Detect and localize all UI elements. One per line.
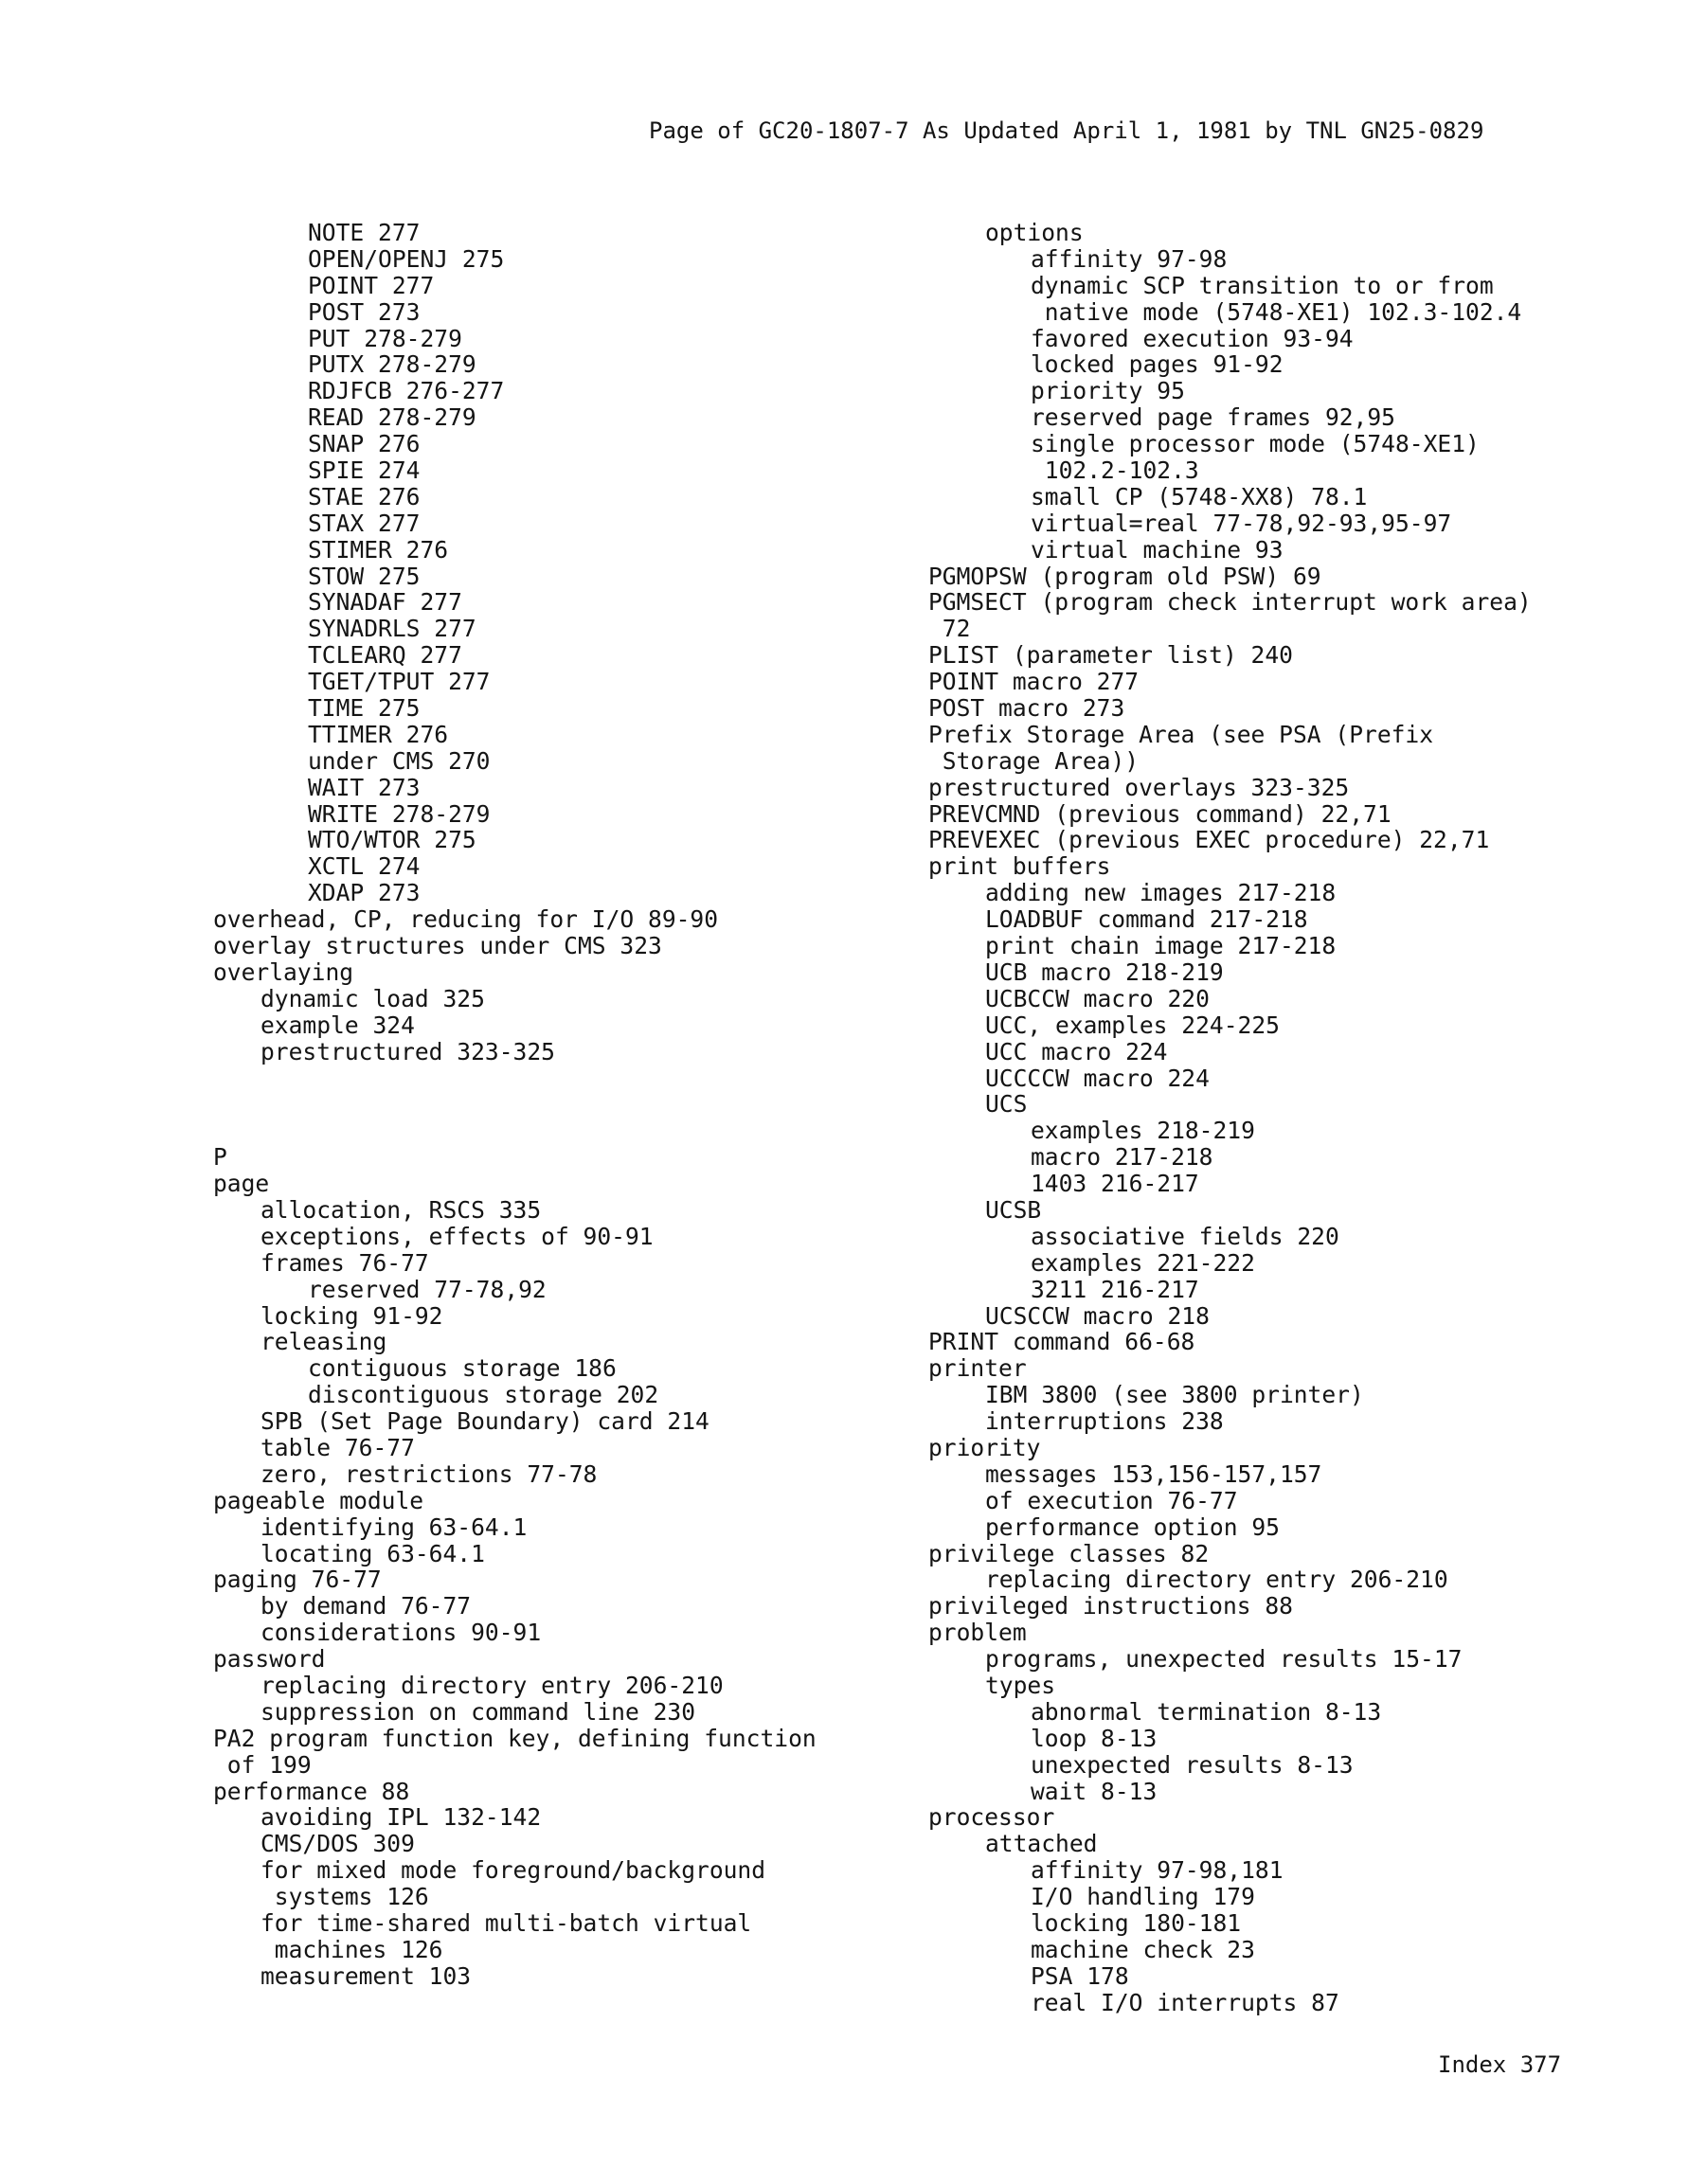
index-entry: machines 126	[260, 1935, 443, 1963]
index-entry: 1403 216-217	[1031, 1170, 1199, 1198]
index-entry: UCB macro 218-219	[985, 958, 1224, 986]
index-entry: TCLEARQ 277	[308, 641, 462, 670]
index-entry: SYNADAF 277	[308, 588, 462, 617]
index-entry: programs, unexpected results 15-17	[985, 1645, 1463, 1674]
index-entry: UCCCCW macro 224	[985, 1064, 1210, 1092]
index-entry: Storage Area))	[928, 746, 1140, 775]
page-footer: Index 377	[1438, 2051, 1562, 2078]
index-entry: replacing directory entry 206-210	[260, 1671, 724, 1699]
index-entry: dynamic SCP transition to or from	[1031, 271, 1494, 299]
index-entry: SPIE 274	[308, 456, 421, 485]
index-entry: messages 153,156-157,157	[985, 1459, 1322, 1488]
index-entry: P	[213, 1143, 227, 1172]
index-entry: prestructured overlays 323-325	[928, 773, 1350, 801]
index-entry: WRITE 278-279	[308, 799, 491, 828]
index-entry: page	[213, 1170, 270, 1198]
index-entry: under CMS 270	[308, 746, 491, 775]
index-entry: 72	[928, 615, 971, 643]
index-entry: UCBCCW macro 220	[985, 984, 1210, 1012]
index-entry: WAIT 273	[308, 773, 421, 801]
index-entry: PRINT command 66-68	[928, 1328, 1195, 1356]
index-column-right	[928, 220, 1629, 2016]
index-entry: privileged instructions 88	[928, 1592, 1293, 1620]
index-entry: macro 217-218	[1031, 1143, 1213, 1172]
index-entry: SPB (Set Page Boundary) card 214	[260, 1407, 709, 1436]
index-entry: loop 8-13	[1031, 1724, 1158, 1752]
index-entry: reserved 77-78,92	[308, 1275, 547, 1303]
index-column-left	[213, 220, 933, 1990]
index-entry: Prefix Storage Area (see PSA (Prefix	[928, 720, 1434, 748]
index-entry: measurement 103	[260, 1961, 472, 1990]
index-entry: associative fields 220	[1031, 1222, 1339, 1250]
index-entry: discontiguous storage 202	[308, 1381, 659, 1409]
index-entry: PREVCMND (previous command) 22,71	[928, 799, 1392, 828]
index-entry: processor	[928, 1803, 1055, 1832]
index-entry: TTIMER 276	[308, 720, 449, 748]
index-entry: PREVEXEC (previous EXEC procedure) 22,71	[928, 826, 1490, 854]
index-entry: STIMER 276	[308, 535, 449, 564]
index-entry: considerations 90-91	[260, 1619, 542, 1647]
index-entry: locating 63-64.1	[260, 1539, 485, 1567]
index-entry: allocation, RSCS 335	[260, 1195, 542, 1224]
index-entry: printer	[928, 1354, 1027, 1383]
index-entry: SNAP 276	[308, 430, 421, 458]
index-entry: STAE 276	[308, 482, 421, 510]
index-entry: priority	[928, 1433, 1041, 1461]
index-entry: WTO/WTOR 275	[308, 826, 476, 854]
index-entry: virtual=real 77-78,92-93,95-97	[1031, 509, 1452, 537]
index-entry: frames 76-77	[260, 1248, 429, 1277]
index-entry: UCC, examples 224-225	[985, 1011, 1280, 1039]
index-entry: PA2 program function key, defining function	[213, 1724, 817, 1752]
index-entry: PLIST (parameter list) 240	[928, 641, 1293, 670]
index-entry: machine check 23	[1031, 1935, 1255, 1963]
index-entry: identifying 63-64.1	[260, 1513, 528, 1541]
index-entry: performance option 95	[985, 1513, 1280, 1541]
index-entry: adding new images 217-218	[985, 879, 1337, 907]
index-entry: favored execution 93-94	[1031, 324, 1354, 352]
index-entry: I/O handling 179	[1031, 1883, 1255, 1911]
index-entry: XDAP 273	[308, 879, 421, 907]
index-entry: example 324	[260, 1011, 415, 1039]
index-entry: single processor mode (5748-XE1)	[1031, 430, 1480, 458]
index-entry: RDJFCB 276-277	[308, 377, 505, 405]
index-entry: IBM 3800 (see 3800 printer)	[985, 1381, 1364, 1409]
index-entry: UCS	[985, 1090, 1028, 1119]
index-entry: suppression on command line 230	[260, 1697, 696, 1726]
index-entry: UCSB	[985, 1195, 1042, 1224]
index-entry: contiguous storage 186	[308, 1354, 617, 1383]
index-entry: by demand 76-77	[260, 1592, 472, 1620]
page-header: Page of GC20-1807-7 As Updated April 1, 1981 by TNL GN25-0829	[649, 117, 1484, 144]
index-entry: pageable module	[213, 1486, 424, 1514]
index-entry: prestructured 323-325	[260, 1037, 555, 1065]
index-entry: locking 91-92	[260, 1301, 443, 1330]
index-entry: problem	[928, 1619, 1027, 1647]
index-entry: overlay structures under CMS 323	[213, 932, 662, 960]
index-entry: replacing directory entry 206-210	[985, 1566, 1448, 1594]
index-entry: of execution 76-77	[985, 1486, 1238, 1514]
index-entry: TIME 275	[308, 694, 421, 723]
index-entry: POINT 277	[308, 271, 435, 299]
index-entry: PUTX 278-279	[308, 350, 476, 379]
index-entry: priority 95	[1031, 377, 1185, 405]
index-entry: abnormal termination 8-13	[1031, 1697, 1382, 1726]
index-entry: affinity 97-98	[1031, 244, 1228, 273]
index-entry: avoiding IPL 132-142	[260, 1803, 542, 1832]
index-entry: print chain image 217-218	[985, 932, 1337, 960]
index-entry: affinity 97-98,181	[1031, 1856, 1284, 1885]
index-entry: unexpected results 8-13	[1031, 1750, 1354, 1779]
index-entry: SYNADRLS 277	[308, 615, 476, 643]
index-entry: examples 221-222	[1031, 1248, 1255, 1277]
index-entry: OPEN/OPENJ 275	[308, 244, 505, 273]
index-entry: POINT macro 277	[928, 668, 1140, 696]
index-entry: native mode (5748-XE1) 102.3-102.4	[1031, 297, 1522, 326]
index-entry: table 76-77	[260, 1433, 415, 1461]
index-entry: STOW 275	[308, 562, 421, 590]
index-entry: LOADBUF command 217-218	[985, 905, 1308, 934]
index-entry: dynamic load 325	[260, 984, 485, 1012]
index-entry: CMS/DOS 309	[260, 1830, 415, 1858]
index-entry: UCSCCW macro 218	[985, 1301, 1210, 1330]
index-entry: 3211 216-217	[1031, 1275, 1199, 1303]
index-entry: paging 76-77	[213, 1566, 382, 1594]
index-entry: virtual machine 93	[1031, 535, 1284, 564]
index-entry: PGMOPSW (program old PSW) 69	[928, 562, 1321, 590]
index-entry: overhead, CP, reducing for I/O 89-90	[213, 905, 719, 934]
index-entry	[213, 1065, 933, 1092]
index-entry: for time-shared multi-batch virtual	[260, 1909, 752, 1937]
index-entry	[213, 1118, 933, 1144]
index-entry: releasing	[260, 1328, 387, 1356]
index-entry: password	[213, 1645, 326, 1674]
index-entry: STAX 277	[308, 509, 421, 537]
index-entry: READ 278-279	[308, 403, 476, 432]
index-entry: interruptions 238	[985, 1407, 1224, 1436]
index-entry: print buffers	[928, 852, 1111, 881]
index-entry: wait 8-13	[1031, 1777, 1158, 1805]
index-entry: of 199	[213, 1750, 312, 1779]
index-entry: locking 180-181	[1031, 1909, 1242, 1937]
index-entry: PSA 178	[1031, 1961, 1129, 1990]
index-entry: PUT 278-279	[308, 324, 462, 352]
index-entry: options	[985, 219, 1084, 246]
index-entry: for mixed mode foreground/background	[260, 1856, 766, 1885]
index-entry: reserved page frames 92,95	[1031, 403, 1395, 432]
index-entry: POST 273	[308, 297, 421, 326]
index-entry: attached	[985, 1830, 1098, 1858]
index-entry: real I/O interrupts 87	[1031, 1988, 1339, 2016]
index-entry: POST macro 273	[928, 694, 1125, 723]
index-entry: small CP (5748-XX8) 78.1	[1031, 482, 1368, 510]
index-entry: XCTL 274	[308, 852, 421, 881]
index-entry: zero, restrictions 77-78	[260, 1459, 598, 1488]
index-entry: UCC macro 224	[985, 1037, 1168, 1065]
index-entry: types	[985, 1671, 1056, 1699]
index-entry: 102.2-102.3	[1031, 456, 1199, 485]
index-entry: overlaying	[213, 958, 354, 986]
index-entry: NOTE 277	[308, 219, 421, 246]
index-entry: examples 218-219	[1031, 1117, 1255, 1145]
index-entry: PGMSECT (program check interrupt work area)	[928, 588, 1532, 617]
index-entry: privilege classes 82	[928, 1539, 1210, 1567]
index-entry: exceptions, effects of 90-91	[260, 1222, 654, 1250]
index-entry: locked pages 91-92	[1031, 350, 1284, 379]
index-entry: performance 88	[213, 1777, 410, 1805]
index-entry: TGET/TPUT 277	[308, 668, 491, 696]
index-entry: systems 126	[260, 1883, 429, 1911]
index-entry	[213, 1091, 933, 1118]
